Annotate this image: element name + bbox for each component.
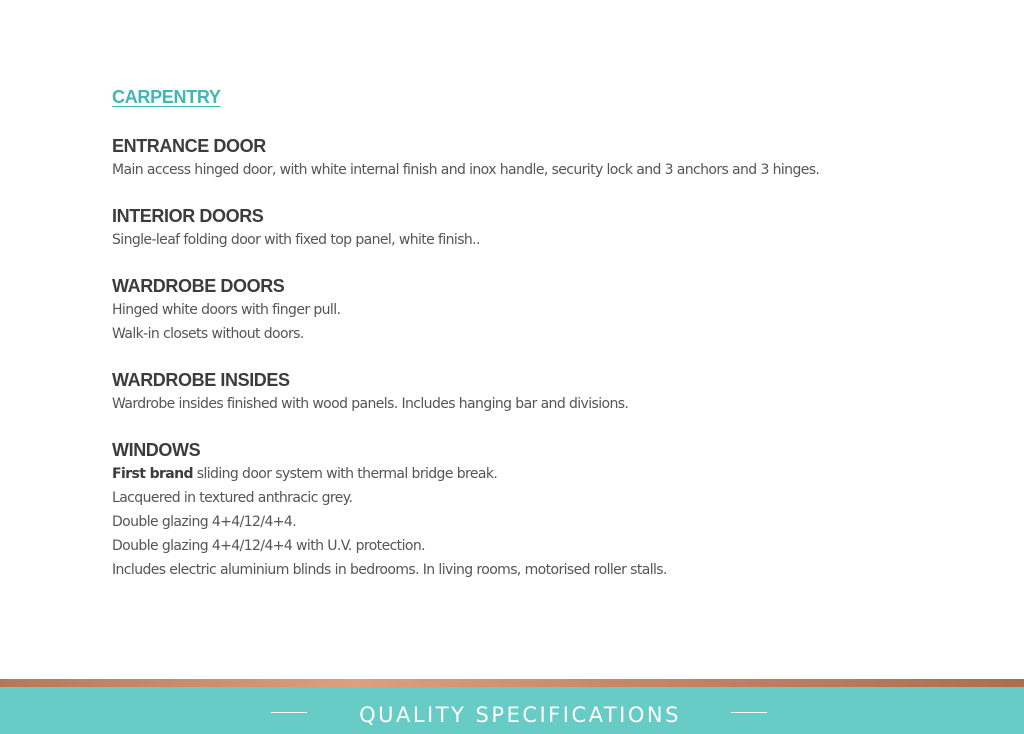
windows-line: Double glazing 4+4/12/4+4 with U.V. protection. <box>112 538 425 554</box>
wardrobe-insides-line: Wardrobe insides finished with wood panels. Includes hanging bar and divisions. <box>112 396 629 412</box>
footer-copper-stripe <box>0 679 1024 687</box>
footer-title: QUALITY SPECIFICATIONS <box>359 703 681 727</box>
entrance-door-heading: ENTRANCE DOOR <box>112 136 266 156</box>
section-title: CARPENTRY <box>112 87 221 107</box>
interior-doors-block <box>112 204 972 252</box>
wardrobe-doors-line: Hinged white doors with finger pull. <box>112 302 341 318</box>
brand-emphasis: First brand <box>112 466 193 482</box>
wardrobe-insides-block <box>112 368 972 416</box>
windows-line: Double glazing 4+4/12/4+4. <box>112 514 297 530</box>
wardrobe-doors-line: Walk-in closets without doors. <box>112 326 304 342</box>
windows-line: Lacquered in textured anthracic grey. <box>112 490 353 506</box>
wardrobe-doors-heading: WARDROBE DOORS <box>112 276 285 296</box>
interior-doors-line: Single-leaf folding door with fixed top panel, white finish.. <box>112 232 480 248</box>
windows-first-line-rest: sliding door system with thermal bridge break. <box>192 466 498 482</box>
interior-doors-heading: INTERIOR DOORS <box>112 206 264 226</box>
windows-line: Includes electric aluminium blinds in bedrooms. In living rooms, motorised roller stalls. <box>112 562 667 578</box>
windows-heading: WINDOWS <box>112 440 201 460</box>
entrance-door-block <box>112 134 972 182</box>
wardrobe-insides-heading: WARDROBE INSIDES <box>112 370 290 390</box>
windows-first-line <box>112 462 972 486</box>
spec-content <box>112 86 972 582</box>
wardrobe-doors-block <box>112 274 972 346</box>
entrance-door-line: Main access hinged door, with white internal finish and inox handle, security lock and 3 anchors and 3 hinges. <box>112 162 820 178</box>
windows-block <box>112 438 972 582</box>
